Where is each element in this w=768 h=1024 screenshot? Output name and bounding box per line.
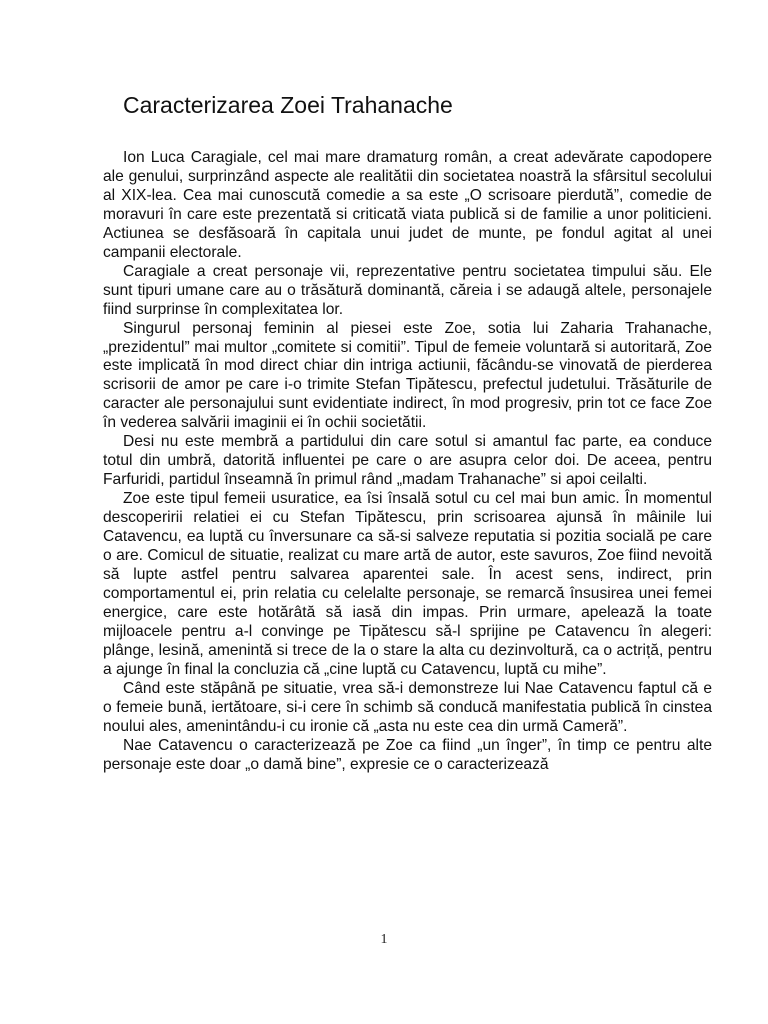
page-number: 1 bbox=[380, 932, 388, 947]
paragraph-master-of-situation: Când este stăpână pe situatie, vrea să-i demonstreze lui Nae Catavencu faptul că e o femeie bună, iertătoare, si-i cere în schimb să conducă manifestatia publică în cinstea noului ales, amenintându-i cu ironie că „asta nu este cea din urmă Cameră”. bbox=[103, 679, 712, 735]
paragraph-characters: Caragiale a creat personaje vii, reprezentative pentru societatea timpului său. Ele sunt tipuri umane care au o trăsătură dominantă, căreia i se adaugă altele, personajele fiind surprinse în complexitatea lor. bbox=[103, 262, 712, 318]
paragraph-catavencu-opinion: Nae Catavencu o caracterizează pe Zoe ca fiind „un înger”, în timp ce pentru alte personaje este doar „o damă bine”, expresie ce o caracterizează bbox=[103, 736, 712, 773]
paragraph-party-influence: Desi nu este membră a partidului din care sotul si amantul fac parte, ea conduce totul din umbră, datorită influentei pe care o are asupra celor doi. De aceea, pentru Farfuridi, partidul înseamnă în primul rând „madam Trahanache” si apoi ceilalti. bbox=[103, 433, 712, 489]
paragraph-zoe-portrait: Singurul personaj feminin al piesei este Zoe, sotia lui Zaharia Trahanache, „prezidentul” mai multor „comitete si comitii”. Tipul de femeie voluntară si autoritară, Zoe este implicată în mod direct chiar din intriga actiunii, făcându-se vinovată de pierderea scrisorii de amor pe care i-o trimite Stefan Tipătescu, prefectul judetului. Trăsăturile de caracter ale personajului sunt evidentiate indirect, în mod progresiv, prin tot ce face Zoe în vederea salvării imaginii ei în ochii societătii. bbox=[103, 319, 712, 432]
document-title: Caracterizarea Zoei Trahanache bbox=[123, 92, 453, 118]
document-body bbox=[103, 149, 712, 774]
paragraph-intro: Ion Luca Caragiale, cel mai mare dramaturg român, a creat adevărate capodopere ale genului, surprinzând aspecte ale realitătii din societatea noastră la sfârsitul secolului al XIX-lea. Cea mai cunoscută comedie a sa este „O scrisoare pierdută”, comedie de moravuri în care este prezentată si criticată viata publică si de familie a unor politicieni. Actiunea se desfăsoară în capitala unui judet de munte, pe fondul agitat al unei campanii electorale. bbox=[103, 149, 712, 261]
paragraph-letter-crisis: Zoe este tipul femeii usuratice, ea îsi însală sotul cu cel mai bun amic. În momentul descoperirii relatiei ei cu Stefan Tipătescu, prin scrisoarea ajunsă în mâinile lui Catavencu, ea luptă cu înversunare ca să-si salveze reputatia si pozitia socială pe care o are. Comicul de situatie, realizat cu mare artă de autor, este savuros, Zoe fiind nevoită să lupte astfel pentru salvarea aparentei sale. În acest sens, indirect, prin comportamentul ei, prin relatia cu celelalte personaje, se remarcă însusirea unei femei energice, care este hotărâtă să iasă din impas. Prin urmare, apelează la toate mijloacele pentru a-l convinge pe Tipătescu să-l sprijine pe Catavencu în alegeri: plânge, lesină, amenintă si trece de la o stare la alta cu dezinvoltură, ca o actriță, pentru a ajunge în final la concluzia că „cine luptă cu Catavencu, luptă cu mihe”. bbox=[103, 490, 712, 678]
